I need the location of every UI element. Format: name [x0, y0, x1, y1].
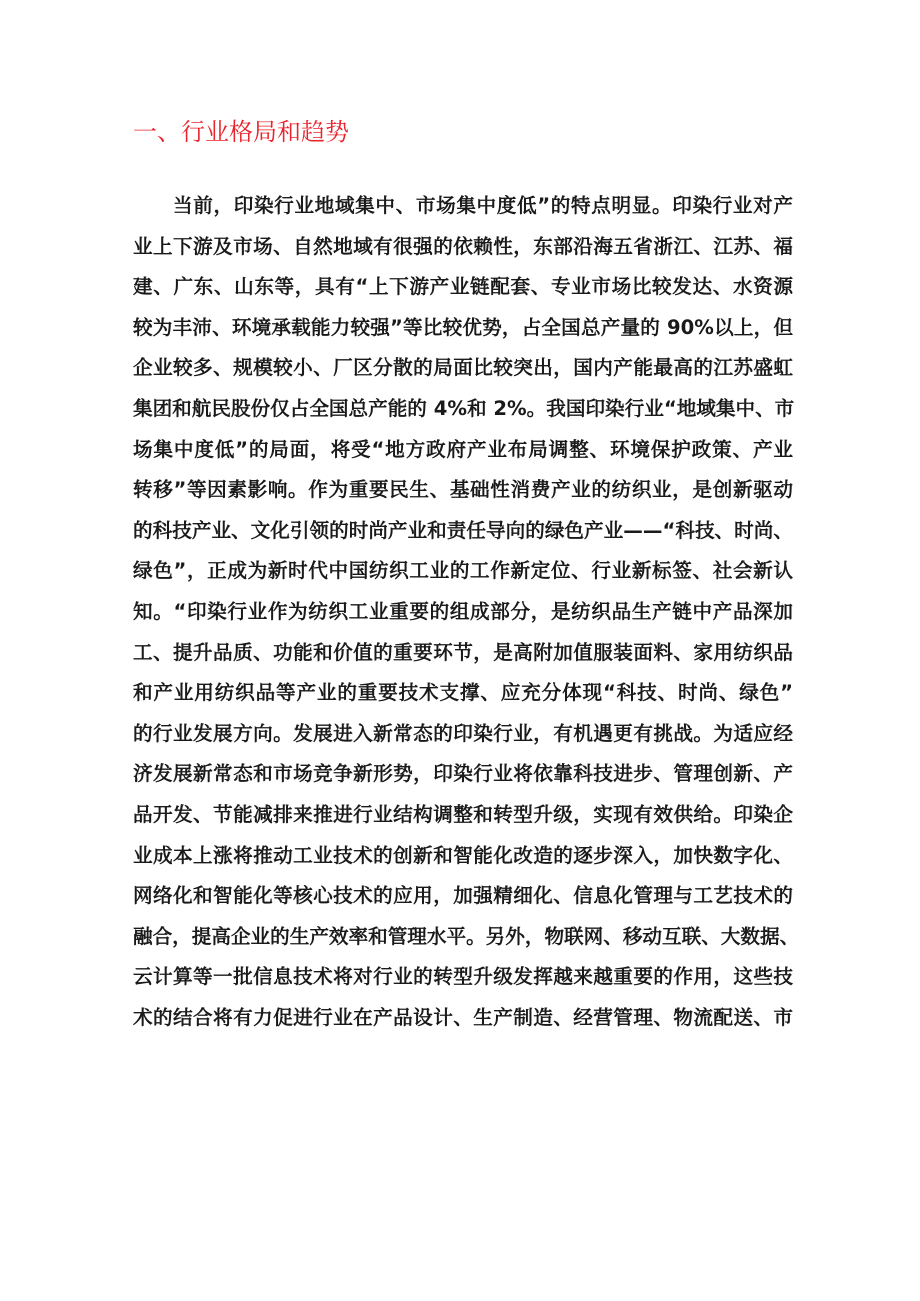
text-line: 知。“印染行业作为纺织工业重要的组成部分，是纺织品生产链中产品深加 — [133, 599, 793, 623]
text-line: 业上下游及市场、自然地域有很强的依赖性，东部沿海五省浙江、江苏、福 — [133, 234, 793, 258]
text-line: 云计算等一批信息技术将对行业的转型升级发挥越来越重要的作用，这些技 — [133, 965, 793, 989]
text-line: 业成本上涨将推动工业技术的创新和智能化改造的逐步深入，加快数字化、 — [133, 843, 793, 867]
text-line: 的行业发展方向。发展进入新常态的印染行业，有机遇更有挑战。为适应经 — [133, 721, 793, 745]
text-line: 网络化和智能化等核心技术的应用，加强精细化、信息化管理与工艺技术的 — [133, 884, 793, 908]
text-line: 融合，提高企业的生产效率和管理水平。另外，物联网、移动互联、大数据、 — [133, 924, 800, 948]
text-line: 济发展新常态和市场竞争新形势，印染行业将依靠科技进步、管理创新、产 — [133, 762, 793, 786]
text-line: 较为丰沛、环境承载能力较强”等比较优势，占全国总产量的 90%以上，但 — [133, 315, 793, 339]
body-paragraph — [133, 186, 800, 1038]
text-line: 当前，印染行业地域集中、市场集中度低”的特点明显。印染行业对产 — [173, 194, 793, 217]
text-line: 的科技产业、文化引领的时尚产业和责任导向的绿色产业——“科技、时尚、 — [133, 518, 793, 542]
text-line: 和产业用纺织品等产业的重要技术支撑、应充分体现“科技、时尚、绿色” — [133, 681, 793, 705]
text-line: 绿色”，正成为新时代中国纺织工业的工作新定位、行业新标签、社会新认 — [133, 559, 793, 583]
text-line: 集团和航民股份仅占全国总产能的 4%和 2%。我国印染行业“地域集中、市 — [133, 396, 795, 420]
text-line: 工、提升品质、功能和价值的重要环节，是高附加值服装面料、家用纺织品 — [133, 640, 793, 664]
text-line: 术的结合将有力促进行业在产品设计、生产制造、经营管理、物流配送、市 — [133, 1005, 793, 1029]
text-line: 企业较多、规模较小、厂区分散的局面比较突出，国内产能最高的江苏盛虹 — [133, 356, 793, 380]
text-line: 品开发、节能减排来推进行业结构调整和转型升级，实现有效供给。印染企 — [133, 802, 793, 826]
text-line: 场集中度低”的局面，将受“地方政府产业布局调整、环境保护政策、产业 — [133, 437, 793, 461]
text-line: 建、广东、山东等，具有“上下游产业链配套、专业市场比较发达、水资源 — [133, 275, 793, 299]
text-line: 转移”等因素影响。作为重要民生、基础性消费产业的纺织业，是创新驱动 — [133, 478, 793, 502]
section-heading: 一、行业格局和趋势 — [133, 118, 349, 146]
